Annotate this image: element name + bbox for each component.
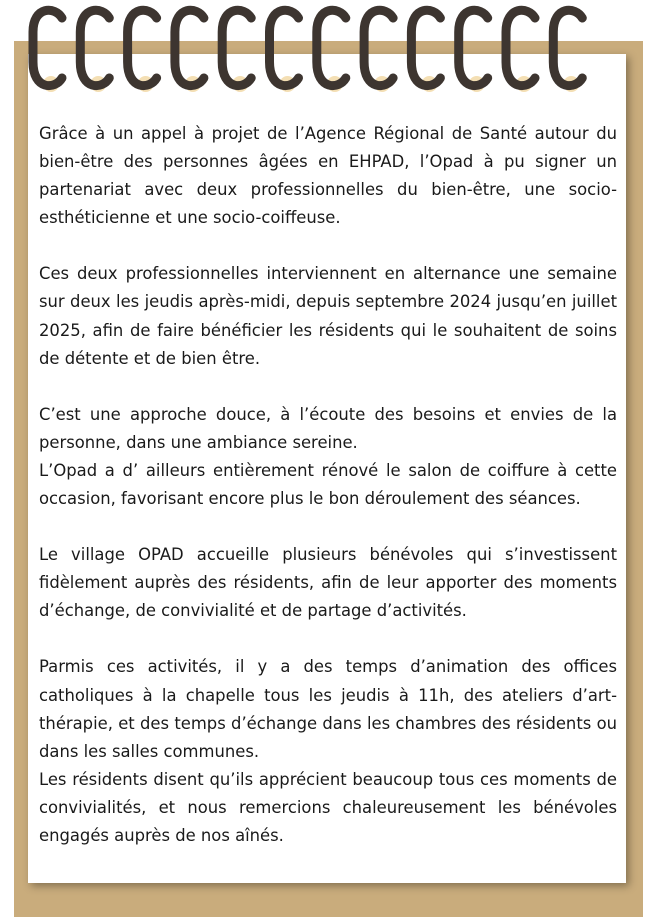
ring-coil xyxy=(175,10,204,85)
paragraph-activities: Parmis ces activités, il y a des temps d’animation des offices catholiques à la chapelle tous les jeudis à 11h, des ateliers d’art-thérapie, et des temps d’échange dans les chambres des résidents ou dans les salles communes. xyxy=(39,657,617,761)
spiral-ring xyxy=(175,10,204,92)
ring-coil xyxy=(33,10,62,85)
paragraph-volunteers: Le village OPAD accueille plusieurs bénévoles qui s’investissent fidèlement auprès des résidents, afin de leur apporter des moments d’échange, de convivialité et de partage d’activités. xyxy=(39,545,617,621)
ring-coil xyxy=(459,10,488,85)
ring-coil xyxy=(411,10,440,85)
spiral-binding xyxy=(0,0,655,115)
spiral-ring xyxy=(317,10,346,92)
paragraph-salon: L’Opad a d’ ailleurs entièrement rénové le salon de coiffure à cette occasion, favorisant encore plus le bon déroulement des séances. xyxy=(39,460,617,509)
paragraph-schedule: Ces deux professionnelles interviennent en alternance une semaine sur deux les jeudis après-midi, depuis septembre 2024 jusqu’en juillet 2025, afin de faire bénéficier les résidents qui le souhaitent de soins de détente et de bien être. xyxy=(39,264,617,368)
spiral-ring xyxy=(364,10,393,92)
spiral-ring xyxy=(33,10,62,92)
spiral-ring xyxy=(80,10,109,92)
ring-coil xyxy=(506,10,535,85)
spiral-ring xyxy=(553,10,582,92)
paragraph-approach: C’est une approche douce, à l’écoute des besoins et envies de la personne, dans une ambiance sereine. xyxy=(39,404,617,452)
spiral-ring xyxy=(506,10,535,92)
spiral-ring xyxy=(128,10,157,92)
ring-coil xyxy=(222,10,251,85)
ring-coil xyxy=(128,10,157,85)
ring-coil xyxy=(364,10,393,85)
paragraph-partnership: Grâce à un appel à projet de l’Agence Régional de Santé autour du bien-être des personnes âgées en EHPAD, l’Opad à pu signer un partenariat avec deux professionnelles du bien-être, une socio-esthéticienne et une socio-coiffeuse. xyxy=(39,124,617,228)
ring-coil xyxy=(553,10,582,85)
page-text xyxy=(39,120,617,850)
spiral-ring xyxy=(222,10,251,92)
paragraph-thanks: Les résidents disent qu’ils apprécient beaucoup tous ces moments de convivialités, et nous remercions chaleureusement les bénévoles engagés auprès de nos aînés. xyxy=(39,769,617,845)
ring-coil xyxy=(270,10,299,85)
spiral-ring xyxy=(411,10,440,92)
ring-coil xyxy=(80,10,109,85)
ring-coil xyxy=(317,10,346,85)
spiral-ring xyxy=(270,10,299,92)
spiral-ring xyxy=(459,10,488,92)
